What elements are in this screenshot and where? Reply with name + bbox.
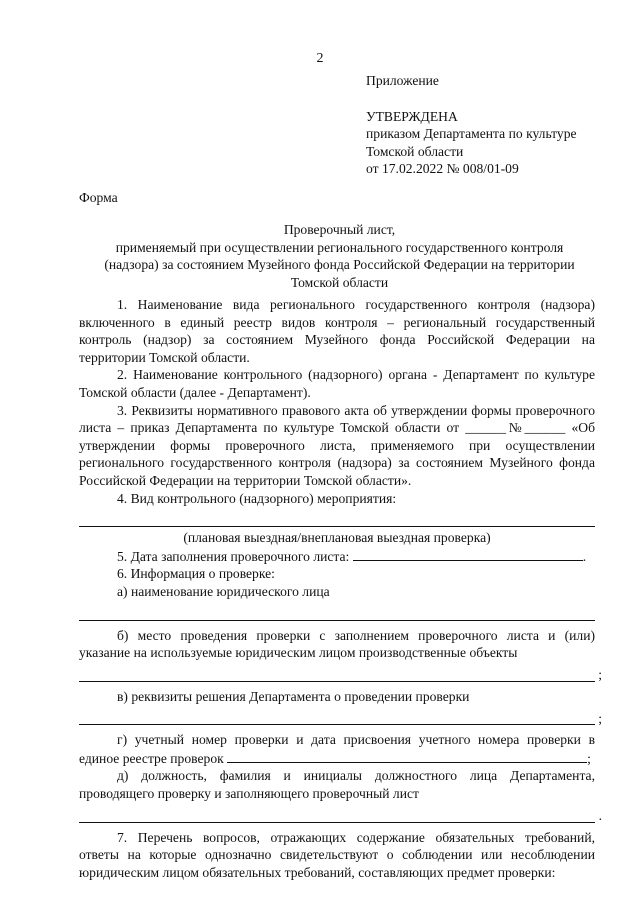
approval-block [366,72,626,178]
item-1: 1. Наименование вида регионального государственного контроля (надзора) включенного в единый реестр видов контроля – региональный государственный контроль (надзор) за состоянием Музейного фонда Российской Федерации на территории Томской области. [79,297,595,365]
approved-label: УТВЕРЖДЕНА [366,108,458,124]
item-6: 6. Информация о проверке: [117,566,275,582]
line-end-mark: ; [598,710,602,726]
document-body [79,296,602,881]
approval-date: от 17.02.2022 № 008/01-09 [366,161,519,177]
inspection-type-note: (плановая выездная/внеплановая выездная проверка) [183,530,491,546]
appendix-label: Приложение [366,73,439,88]
line-end-mark: . [598,808,602,824]
title-line: применяемый при осуществлении регионального государственного контроля [115,239,564,255]
line-end-mark: ; [587,750,591,766]
item-2: 2. Наименование контрольного (надзорного) органа - Департамент по культуре Томской области (далее - Департамент). [79,367,595,400]
item-5-label: 5. Дата заполнения проверочного листа: [117,548,350,564]
item-5 [79,547,595,566]
item-6d: д) должность, фамилия и инициалы должностного лица Департамента, проводящего проверку и заполняющего проверочный лист [79,768,595,802]
title-line: Проверочный лист, [283,222,396,237]
item-6g-text: г) учетный номер проверки и дата присвоения учетного номера проверки в единое реестре проверок [79,732,595,766]
approval-order: приказом Департамента по культуре [366,126,577,142]
item-6a: а) наименование юридического лица [117,583,330,599]
decision-details-line[interactable] [79,705,602,726]
page-number: 2 [316,51,324,66]
document-title [79,221,600,291]
item-6g [79,731,595,767]
title-line: Томской области [290,274,389,290]
registry-number-line[interactable] [227,749,587,763]
item-5-end: . [582,548,587,564]
item-7: 7. Перечень вопросов, отражающих содержание обязательных требований, ответы на которые однозначно свидетельствуют о соблюдении или несоблюдении юридическим лицом обязательных требований, составляющих предмет проверки: [79,829,595,880]
item-6b: б) место проведения проверки с заполнением проверочного листа и (или) указание на используемые юридическим лицом производственные объекты [79,627,595,661]
item-3: 3. Реквизиты нормативного правового акта об утверждении формы проверочного листа – приказ Департамента по культуре Томской области от ______№______ «Об утверждении формы проверочного листа, применяемого при осуществлении регионального государственного контроля (надзора) за состоянием Музейного фонда Российской Федерации на территории Томской области». [79,402,595,488]
fill-date-line[interactable] [353,547,583,561]
line-end-mark: ; [598,667,602,683]
inspection-type-line[interactable] [79,507,595,527]
form-label: Форма [79,190,118,205]
legal-entity-line[interactable] [79,601,595,621]
inspector-line[interactable] [79,803,602,824]
inspection-place-line[interactable] [79,662,602,683]
item-6v: в) реквизиты решения Департамента о проведении проверки [117,688,470,704]
title-line: (надзора) за состоянием Музейного фонда Российской Федерации на территории [104,257,575,273]
approval-region: Томской области [366,143,464,159]
item-4: 4. Вид контрольного (надзорного) мероприятия: [117,490,397,506]
